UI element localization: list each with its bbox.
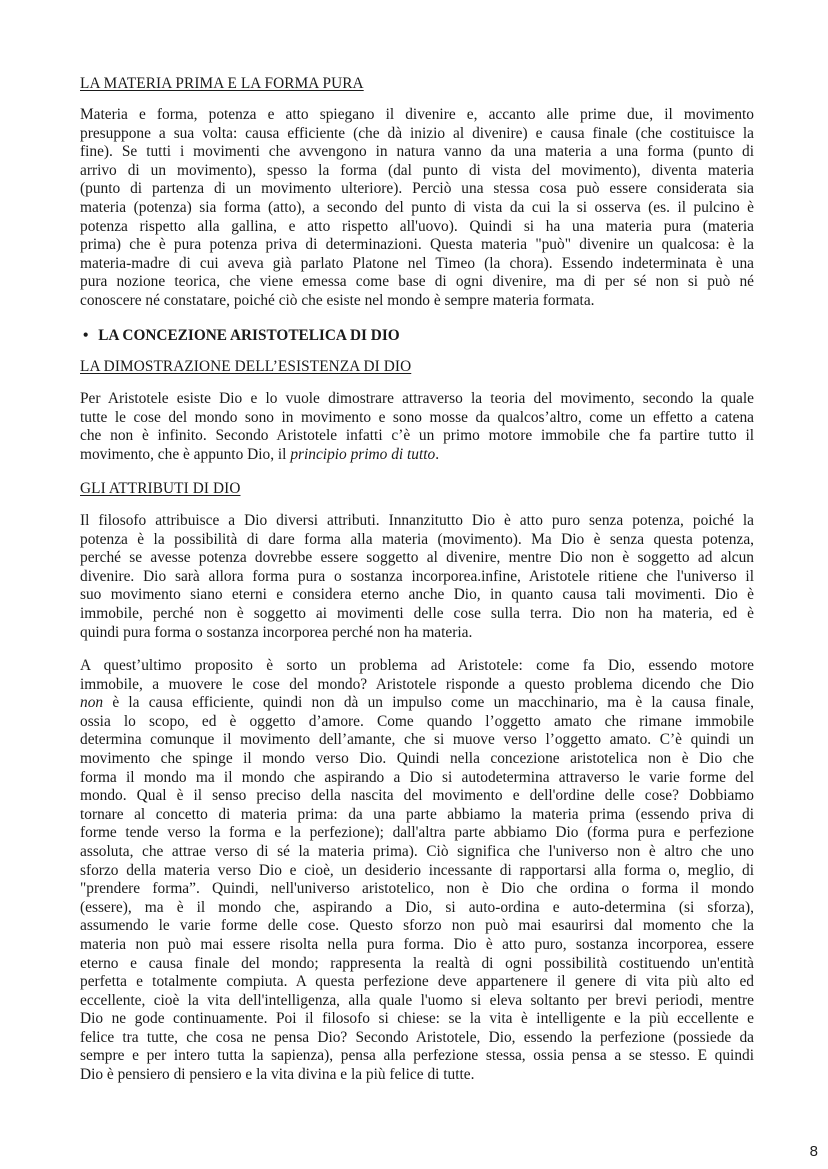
- italic-word: non: [80, 694, 104, 712]
- paragraph-line: Materia e forma, potenza e atto spiegano il divenire e, accanto alle prime due, il movimento: [80, 106, 754, 123]
- paragraph-attributi-1: [80, 512, 754, 642]
- paragraph-line: potenza è la possibilità di dare forma alla materia (movimento). Ma Dio è senza questa potenza,: [80, 530, 754, 548]
- paragraph-line: prima) che è pura potenza priva di determinazioni. Questa materia "può" divenire un qualcosa: è la: [80, 236, 754, 254]
- section-title-attributi: GLI ATTRIBUTI DI DIO: [80, 480, 241, 497]
- paragraph-attributi-2: [80, 657, 754, 1085]
- section-title-text: LA CONCEZIONE ARISTOTELICA DI DIO: [98, 327, 400, 344]
- paragraph-line: non è la causa efficiente, quindi non dà un impulso come un macchinario, ma è la causa finale,: [80, 694, 754, 712]
- paragraph-line: felice tra tutte, che cosa ne pensa Dio? Secondo Aristotele, Dio, essendo la perfezione (possiede da: [80, 1028, 754, 1046]
- paragraph-line: Per Aristotele esiste Dio e lo vuole dimostrare attraverso la teoria del movimento, secondo la quale: [80, 390, 754, 407]
- paragraph-line: (punto di partenza di un movimento ulteriore). Perciò una stessa cosa può essere considerata sia: [80, 180, 754, 198]
- paragraph-line: tornare al concetto di materia prima: da una parte abbiamo la materia prima (essendo priva di: [80, 805, 754, 823]
- paragraph-line: movimento che spinge il mondo verso Dio. Quindi nella concezione aristotelica non è Dio che: [80, 749, 754, 767]
- paragraph-line: Il filosofo attribuisce a Dio diversi attributi. Innanzitutto Dio è atto puro senza potenza, poiché la: [80, 512, 754, 529]
- paragraph-line: eccellente, cioè la vita dell'intelligenza, alla quale l'uomo si eleva soltanto per brevi periodi, mentre: [80, 991, 754, 1009]
- paragraph-line: assoluta, che attrae verso di sé la materia prima). Ciò significa che l'universo non è altro che uno: [80, 842, 754, 860]
- paragraph-line: "prendere forma”. Quindi, nell'universo aristotelico, non è Dio che ordina o forma il mondo: [80, 880, 754, 898]
- paragraph-line: determina comunque il movimento dell’amante, che si muove verso l’oggetto amato. C’è quindi un: [80, 731, 754, 749]
- bullet-icon: •: [83, 327, 89, 344]
- paragraph-line: materia non può mai essere risolta nella pura forma. Dio è atto puro, sostanza incorporea, essere: [80, 935, 754, 953]
- paragraph-line: perfetta e totalmente compiuta. A questa perfezione deve appartenere il genere di vita più alto ed: [80, 973, 754, 991]
- paragraph-line: sempre e per intero tutta la sapienza), pensa alla perfezione stessa, ossia pensa a se stesso. E quindi: [80, 1047, 754, 1065]
- paragraph-line: immobile, perché non è soggetto ai movimenti delle cose sulla terra. Dio non ha materia, ed è: [80, 604, 754, 622]
- italic-phrase: principio primo di tutto: [290, 445, 436, 463]
- paragraph-line: quindi pura forma o sostanza incorporea perché non ha materia.: [80, 623, 473, 641]
- paragraph-line: arrivo di un movimento), spesso la forma (dal punto di vista del movimento), diventa materia: [80, 161, 754, 179]
- paragraph-materia-prima: [80, 106, 754, 311]
- paragraph-line: conoscere né constatare, poiché ciò che esiste nel mondo è sempre materia formata.: [80, 291, 595, 309]
- paragraph-line: Dio ne gode continuamente. Poi il filosofo si chiese: se la vita è intelligente e la più eccellente e: [80, 1010, 754, 1028]
- paragraph-line: assumendo le varie forme delle cose. Questo sforzo non può mai esaurirsi dal momento che la: [80, 917, 754, 935]
- paragraph-line: perché se avesse potenza dovrebbe essere soggetto al divenire, mentre Dio non è soggetto ad alcun: [80, 549, 754, 567]
- paragraph-line: immobile, a muovere le cose del mondo? Aristotele risponde a questo problema dicendo che Dio: [80, 675, 754, 693]
- paragraph-line: che non è infinito. Secondo Aristotele infatti c’è un primo motore immobile che fa partire tutto il: [80, 427, 754, 445]
- paragraph-line: presuppone a sua volta: causa efficiente (che dà inizio al divenire) e causa finale (che costituisce la: [80, 124, 754, 142]
- paragraph-line: ossia lo scopo, ed è oggetto d’amore. Come quando l’oggetto amato che rimane immobile: [80, 712, 754, 730]
- paragraph-line: potenza rispetto alla gallina, e atto rispetto all'uovo). Quindi si ha una materia pura (materia: [80, 217, 754, 235]
- section-title-materia-prima: LA MATERIA PRIMA E LA FORMA PURA: [80, 75, 364, 92]
- paragraph-line: tutte le cose del mondo sono in movimento e sono mosse da qualcos’altro, come un effetto a catena: [80, 408, 754, 426]
- paragraph-dimostrazione: [80, 390, 754, 464]
- paragraph-line: materia-madre di cui aveva già parlato Platone nel Timeo (la chora). Essendo indeterminata è una: [80, 254, 754, 272]
- page-number: 8: [809, 1143, 818, 1160]
- section-title-dimostrazione: LA DIMOSTRAZIONE DELL’ESISTENZA DI DIO: [80, 358, 412, 375]
- paragraph-line: materia (potenza) sia forma (atto), a secondo del punto di vista da cui la si osserva (es. il pulcino è: [80, 198, 754, 216]
- paragraph-line: mondo. Qual è il senso preciso della nascita del movimento e dell'ordine delle cose? Dobbiamo: [80, 787, 754, 805]
- paragraph-line: divenire. Dio sarà allora forma pura o sostanza incorporea.infine, Aristotele ritiene che l'universo il: [80, 567, 754, 585]
- paragraph-line: (essere), ma è il mondo che, aspirando a Dio, si auto-ordina e auto-determina (si sforza),: [80, 898, 754, 916]
- paragraph-line: forma il mondo ma il mondo che aspirando a Dio si autodetermina attraverso le varie forme del: [80, 768, 754, 786]
- section-title-concezione-dio: [83, 327, 400, 345]
- paragraph-line: fine). Se tutti i movimenti che avvengono in natura vanno da una materia a una forma (punto di: [80, 143, 754, 161]
- paragraph-line: eterno e causa finale del mondo; rappresenta la realtà di ogni possibilità costituendo un'entità: [80, 954, 754, 972]
- paragraph-line: Dio è pensiero di pensiero e la vita divina e la più felice di tutte.: [80, 1066, 475, 1084]
- paragraph-line: movimento, che è appunto Dio, il principio primo di tutto.: [80, 445, 440, 463]
- paragraph-line: sforzo della materia verso Dio e cioè, un desiderio incessante di rapportarsi alla forma o, meglio, di: [80, 861, 754, 879]
- paragraph-line: suo movimento siano eterni e considera eterno anche Dio, in quanto causa tali movimenti. Dio è: [80, 586, 754, 604]
- paragraph-line: pura nozione teorica, che viene emessa come base di ogni divenire, ma di per sé non si può né: [80, 273, 754, 291]
- paragraph-line: forme tende verso la forma e la perfezione); dall'altra parte abbiamo Dio (forma pura e perfezione: [80, 824, 754, 842]
- paragraph-line: A quest’ultimo proposito è sorto un problema ad Aristotele: come fa Dio, essendo motore: [80, 657, 754, 674]
